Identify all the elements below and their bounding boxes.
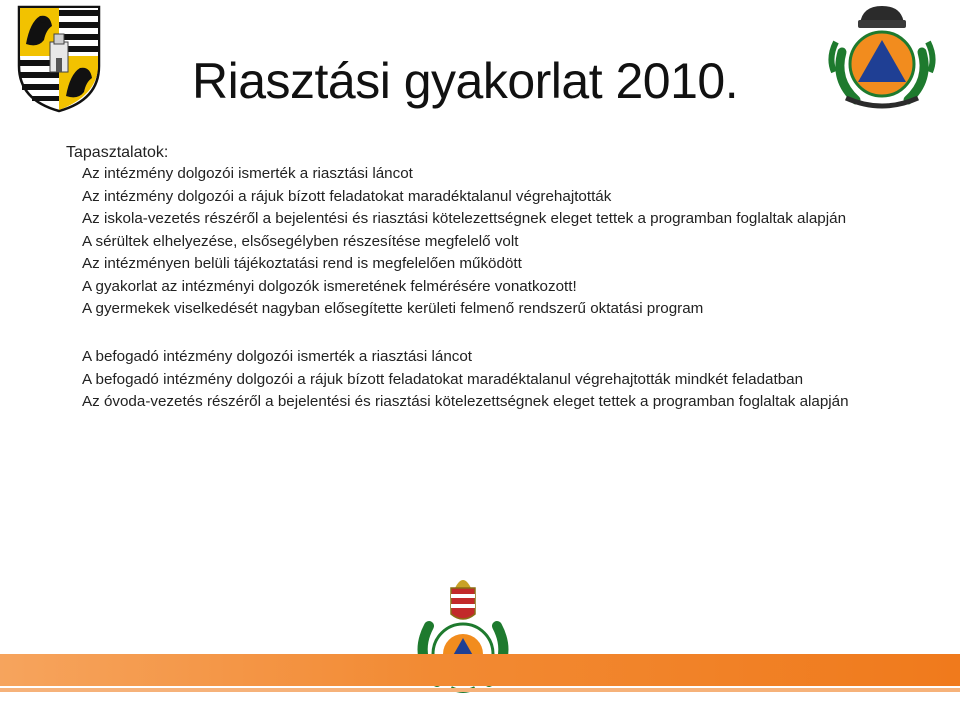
footer-band bbox=[0, 654, 960, 686]
section-heading: Tapasztalatok: bbox=[66, 144, 169, 161]
list-item: Az intézményen belüli tájékoztatási rend is megfelelően működött bbox=[82, 255, 522, 272]
list-item: A sérültek elhelyezése, elsősegélyben részesítése megfelelő volt bbox=[82, 232, 519, 250]
list-item: A gyermekek viselkedését nagyban elősegítette kerületi felmenő rendszerű oktatási program bbox=[82, 300, 704, 317]
list-item: A befogadó intézmény dolgozói ismerték a riasztási láncot bbox=[82, 348, 473, 365]
list-item: A gyakorlat az intézményi dolgozók ismeretének felmérésére vonatkozott! bbox=[82, 277, 577, 295]
footer-line bbox=[0, 688, 960, 692]
list-item: Az óvoda-vezetés részéről a bejelentési és riasztási kötelezettségnek eleget tettek a programban foglaltak alapján bbox=[82, 393, 849, 410]
list-item: Az intézmény dolgozói ismerték a riasztási láncot bbox=[82, 165, 413, 182]
list-item: Az iskola-vezetés részéről a bejelentési és riasztási kötelezettségnek eleget tettek a programban foglaltak alapján bbox=[82, 210, 847, 227]
coat-of-arms-icon bbox=[16, 4, 102, 114]
slide-title: Riasztási gyakorlat 2010. bbox=[192, 53, 739, 109]
findings-list bbox=[82, 163, 846, 321]
list-item: A befogadó intézmény dolgozói a rájuk bízott feladatokat maradéktalanul végrehajtották mindkét feladatban bbox=[82, 370, 804, 388]
host-institution-list bbox=[82, 346, 849, 414]
civil-defense-emblem-icon bbox=[826, 2, 938, 110]
list-item: Az intézmény dolgozói a rájuk bízott feladatokat maradéktalanul végrehajtották bbox=[82, 187, 612, 205]
